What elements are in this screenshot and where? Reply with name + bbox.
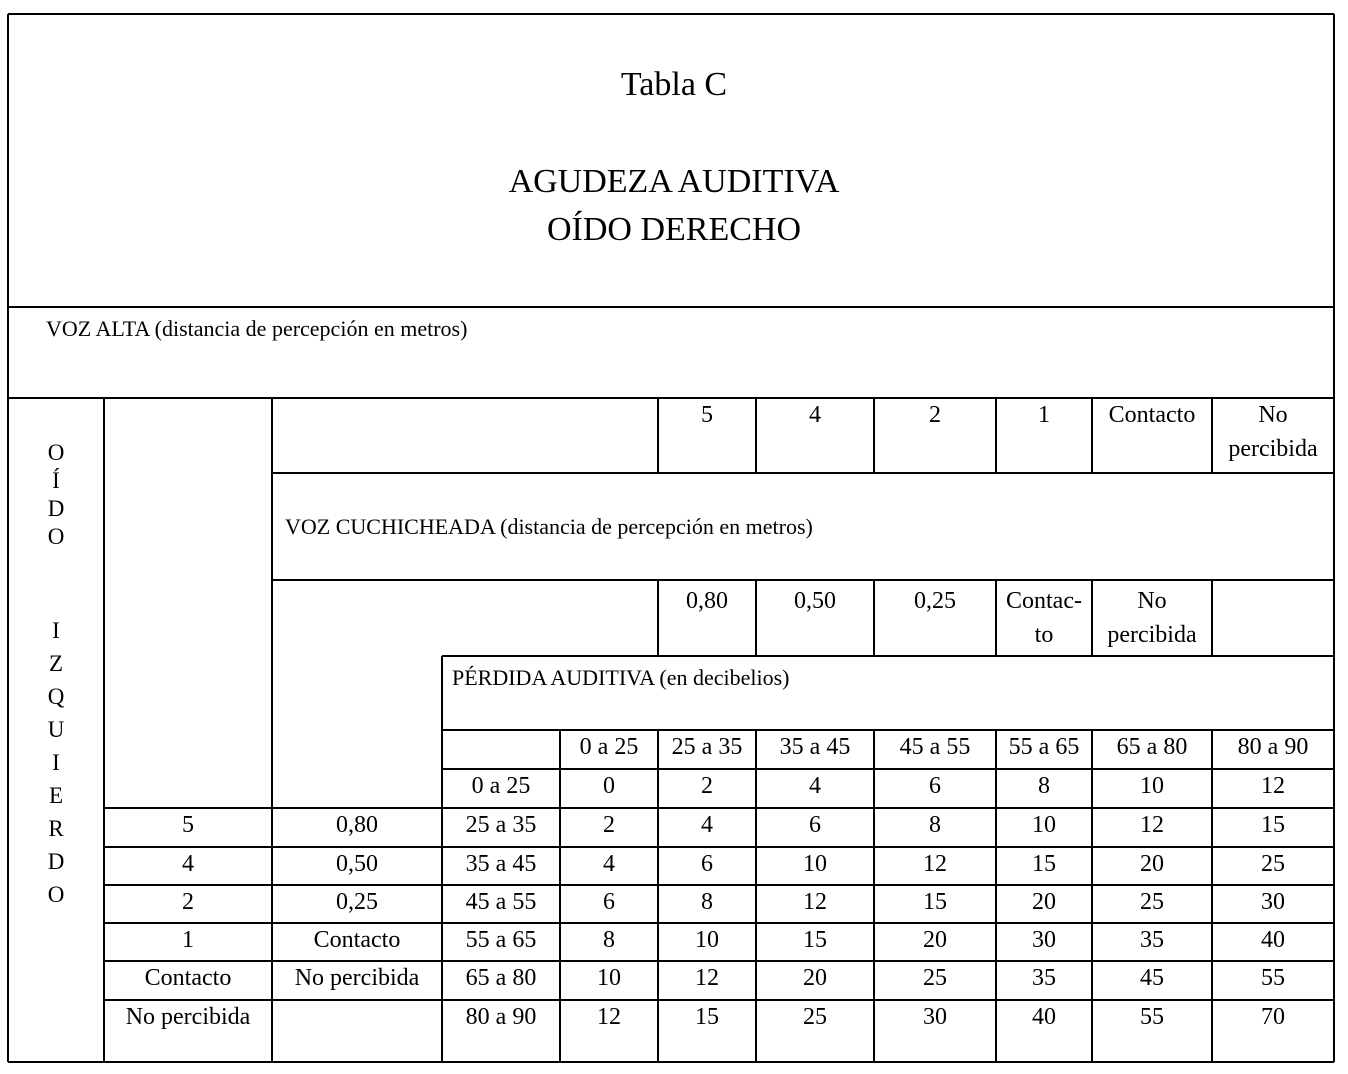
table-cell-value: 12	[597, 1004, 621, 1030]
perdida-column-header: 55 a 65	[1008, 734, 1080, 760]
table-cell-value: 55	[1140, 1004, 1164, 1030]
row-voz-alta: 5	[182, 812, 194, 838]
voz-alta-value: 1	[1038, 402, 1050, 428]
side-label-letter: U	[47, 717, 65, 742]
side-label-letter: Í	[52, 468, 60, 493]
side-label-letter: D	[47, 849, 65, 874]
side-label-letter: D	[47, 496, 65, 521]
row-voz-cuchicheada: 0,25	[336, 889, 378, 915]
row-voz-cuchicheada: No percibida	[294, 965, 420, 991]
table-cell-value: 6	[929, 773, 941, 799]
perdida-column-header: 25 a 35	[671, 734, 743, 760]
table-cell-value: 12	[1140, 812, 1164, 838]
voz-cuchicheada-value: 0,80	[686, 588, 728, 614]
row-voz-alta: 4	[182, 851, 194, 877]
table-cell-value: 40	[1032, 1004, 1056, 1030]
table-cell-value: 25	[1261, 851, 1285, 877]
table-cell-value: 15	[803, 927, 827, 953]
row-voz-alta: 1	[182, 927, 194, 953]
voz-cuchicheada-value: 0,25	[914, 588, 956, 614]
side-label-letter: Q	[47, 684, 65, 709]
side-label-letter: I	[52, 618, 60, 643]
table-cell-value: 2	[701, 773, 713, 799]
table-cell-value: 10	[803, 851, 827, 877]
row-perdida: 80 a 90	[465, 1004, 537, 1030]
table-cell-value: 20	[803, 965, 827, 991]
table-cell-value: 6	[809, 812, 821, 838]
side-label-letter: I	[52, 750, 60, 775]
voz-cuchicheada-value: 0,50	[794, 588, 836, 614]
table-cell-value: 12	[695, 965, 719, 991]
side-label-letter: R	[48, 816, 64, 841]
table-cell-value: 25	[923, 965, 947, 991]
table-cell-value: 10	[1032, 812, 1056, 838]
table-cell-value: 0	[603, 773, 615, 799]
table-cell-value: 8	[1038, 773, 1050, 799]
row-perdida: 0 a 25	[471, 773, 531, 799]
perdida-column-header: 45 a 55	[899, 734, 971, 760]
table-cell-value: 30	[923, 1004, 947, 1030]
table-cell-value: 25	[803, 1004, 827, 1030]
table-cell-value: 15	[695, 1004, 719, 1030]
voz-alta-value: No	[1258, 402, 1288, 428]
table-cell-value: 8	[701, 889, 713, 915]
row-perdida: 35 a 45	[465, 851, 537, 877]
voz-cuchicheada-label: VOZ CUCHICHEADA (distancia de percepción en metros)	[285, 514, 813, 539]
table-cell-value: 35	[1140, 927, 1164, 953]
table-cell-value: 12	[923, 851, 947, 877]
table-cell-value: 10	[695, 927, 719, 953]
row-voz-cuchicheada: 0,50	[336, 851, 378, 877]
table-cell-value: 20	[1032, 889, 1056, 915]
table-cell-value: 70	[1261, 1004, 1285, 1030]
heading-line-1: AGUDEZA AUDITIVA	[508, 163, 840, 200]
voz-alta-value: 4	[809, 402, 821, 428]
table-cell-value: 6	[701, 851, 713, 877]
table-cell-value: 30	[1032, 927, 1056, 953]
voz-alta-label: VOZ ALTA (distancia de percepción en metros)	[46, 316, 468, 341]
voz-cuchicheada-value: to	[1034, 622, 1054, 648]
table-cell-value: 4	[603, 851, 615, 877]
perdida-column-header: 0 a 25	[579, 734, 639, 760]
perdida-column-header: 35 a 45	[779, 734, 851, 760]
side-label-letter: O	[47, 440, 65, 465]
side-label-letter: O	[47, 524, 65, 549]
side-label-letter: Z	[48, 651, 64, 676]
table-cell-value: 20	[923, 927, 947, 953]
table-cell-value: 6	[603, 889, 615, 915]
row-perdida: 25 a 35	[465, 812, 537, 838]
side-label-letter: E	[48, 783, 64, 808]
table-cell-value: 4	[809, 773, 821, 799]
heading-line-2: OÍDO DERECHO	[546, 211, 802, 248]
table-cell-value: 4	[701, 812, 713, 838]
perdida-column-header: 65 a 80	[1116, 734, 1188, 760]
voz-cuchicheada-value: percibida	[1107, 622, 1197, 648]
voz-alta-value: percibida	[1228, 436, 1318, 462]
voz-cuchicheada-value: Contac-	[1006, 588, 1082, 614]
table-cell-value: 25	[1140, 889, 1164, 915]
table-title: Tabla C	[620, 66, 728, 103]
voz-cuchicheada-value: No	[1137, 588, 1167, 614]
table-cell-value: 12	[803, 889, 827, 915]
table-cell-value: 15	[1032, 851, 1056, 877]
table-cell-value: 8	[603, 927, 615, 953]
voz-alta-value: 2	[929, 402, 941, 428]
table-cell-value: 10	[597, 965, 621, 991]
table-cell-value: 20	[1140, 851, 1164, 877]
row-voz-alta: No percibida	[125, 1004, 251, 1030]
voz-alta-value: 5	[701, 402, 713, 428]
table-cell-value: 12	[1261, 773, 1285, 799]
side-label-letter: O	[47, 882, 65, 907]
row-perdida: 45 a 55	[465, 889, 537, 915]
perdida-auditiva-label: PÉRDIDA AUDITIVA (en decibelios)	[452, 665, 790, 690]
row-voz-cuchicheada: Contacto	[313, 927, 401, 953]
perdida-column-header: 80 a 90	[1237, 734, 1309, 760]
table-cell-value: 15	[1261, 812, 1285, 838]
voz-alta-value: Contacto	[1108, 402, 1196, 428]
table-cell-value: 15	[923, 889, 947, 915]
table-cell-value: 40	[1261, 927, 1285, 953]
table-cell-value: 10	[1140, 773, 1164, 799]
table-cell-value: 2	[603, 812, 615, 838]
table-cell-value: 45	[1140, 965, 1164, 991]
table-cell-value: 30	[1261, 889, 1285, 915]
row-voz-alta: Contacto	[144, 965, 232, 991]
row-perdida: 65 a 80	[465, 965, 537, 991]
table-cell-value: 8	[929, 812, 941, 838]
row-voz-cuchicheada: 0,80	[336, 812, 378, 838]
table-cell-value: 35	[1032, 965, 1056, 991]
row-perdida: 55 a 65	[465, 927, 537, 953]
table-cell-value: 55	[1261, 965, 1285, 991]
row-voz-alta: 2	[182, 889, 194, 915]
